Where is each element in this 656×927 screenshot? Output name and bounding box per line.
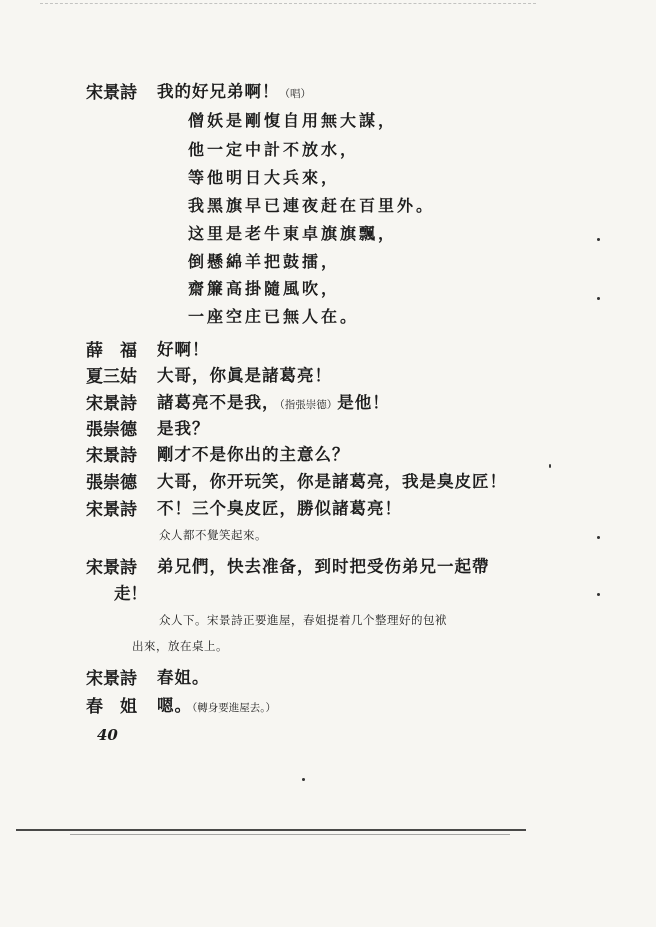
- speaker-name: 張崇德: [86, 420, 137, 440]
- speech-text: [157, 78, 311, 102]
- stage-note: （轉身要進屋去。）: [192, 702, 276, 714]
- verse-line: 倒懸綿羊把鼓擂，: [188, 252, 341, 271]
- stage-direction: 出來，放在桌上。: [132, 639, 228, 653]
- speech-text: 好啊！: [157, 340, 210, 359]
- stage-direction: 众人都不覺笑起來。: [159, 528, 267, 542]
- ink-speck: [597, 238, 600, 241]
- speaker-name: 薛 福: [86, 341, 137, 361]
- page-number: 40: [97, 726, 118, 744]
- stage-note: （唱）: [279, 88, 311, 100]
- speaker-name: 宋景詩: [86, 394, 137, 414]
- speaker-name: 宋景詩: [86, 669, 137, 689]
- verse-line: 他一定中計不放水，: [188, 140, 360, 159]
- speech-main: 諸葛亮不是我，: [157, 393, 280, 412]
- speech-text: 不！三个臭皮匠，勝似諸葛亮！: [157, 499, 402, 518]
- verse-line: 我黑旗早已連夜赶在百里外。: [188, 196, 436, 215]
- top-edge-rule: [40, 0, 536, 4]
- bottom-rule-secondary: [70, 834, 510, 835]
- speaker-name: 夏三姑: [86, 367, 137, 387]
- speech-text: 春姐。: [157, 668, 210, 687]
- stage-note: （指張崇德）: [279, 399, 338, 411]
- speech-text: [157, 389, 390, 413]
- ink-speck: [597, 536, 600, 539]
- verse-line: 等他明日大兵來，: [188, 168, 341, 187]
- speaker-name: 張崇德: [86, 473, 137, 493]
- speaker-name: 宋景詩: [86, 446, 137, 466]
- speaker-name: 宋景詩: [86, 83, 137, 103]
- speaker-name: 宋景詩: [86, 500, 137, 520]
- speaker-name: 春 姐: [86, 697, 137, 717]
- speech-text: 大哥，你开玩笑，你是諸葛亮，我是臭皮匠！: [157, 472, 507, 491]
- speech-continuation: 走！: [114, 584, 147, 603]
- speech-text: 大哥，你眞是諸葛亮！: [157, 366, 332, 385]
- speech-after: 是他！: [337, 393, 390, 412]
- verse-line: 一座空庄已無人在。: [188, 307, 360, 326]
- speech-main: 嗯。: [157, 696, 192, 715]
- ink-speck: [549, 464, 551, 468]
- verse-line: 僧妖是剛愎自用無大謀，: [188, 111, 398, 130]
- speech-text: 是我？: [157, 419, 210, 438]
- bottom-rule: [16, 829, 526, 831]
- ink-speck: [597, 593, 600, 596]
- speaker-name: 宋景詩: [86, 558, 137, 578]
- speech-text: [157, 692, 276, 716]
- speech-text: 剛才不是你出的主意么？: [157, 445, 350, 464]
- ink-speck: [302, 778, 305, 781]
- verse-line: 这里是老牛東卓旗旗飄，: [188, 224, 398, 243]
- speech-text: 弟兄們，快去准备，到时把受伤弟兄一起帶: [157, 557, 490, 576]
- speech-main: 我的好兄弟啊！: [157, 82, 280, 101]
- ink-speck: [597, 297, 600, 300]
- stage-direction: 众人下。宋景詩正要進屋，春姐提着几个整理好的包袱: [159, 613, 447, 627]
- verse-line: 齋簾高掛隨風吹，: [188, 279, 341, 298]
